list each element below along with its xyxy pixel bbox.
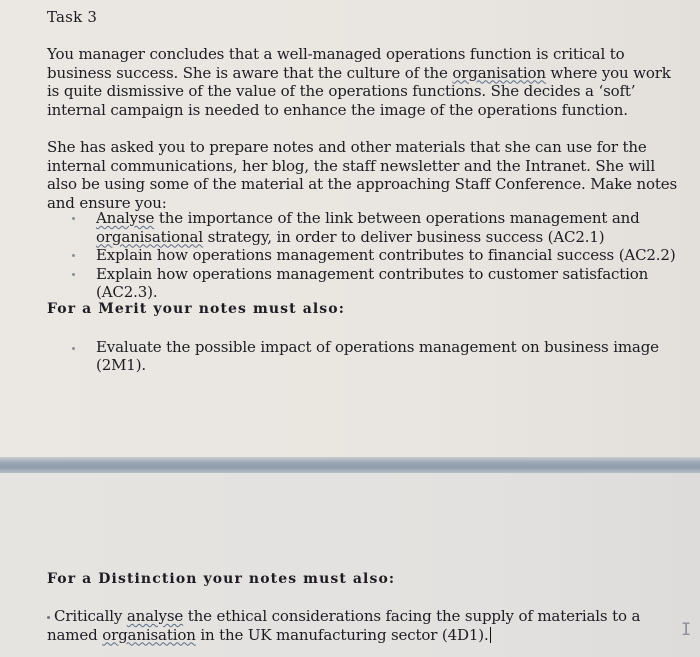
text-caret [490, 627, 492, 643]
task-instructions-paragraph: She has asked you to prepare notes and other materials that she can use for the internal communications, her blog, the staff newsletter and the Intranet. She will also be using some of the material at the approaching Staff Conference. Make notes and ensure you: [47, 138, 678, 212]
spellcheck-flagged-word: organisational [96, 227, 204, 246]
spellcheck-flagged-word: organisation [102, 625, 196, 644]
merit-criteria-item [72, 338, 700, 374]
text-run: where you work is quite dismissive of the value of the operations functions. She decides a ‘soft’ internal campaign is needed to enhance the image of the operations function. [47, 63, 671, 119]
criteria-text [96, 246, 676, 264]
criteria-text [96, 209, 640, 246]
distinction-heading: For a Distinction your notes must also: [47, 571, 396, 587]
task-intro-paragraph [47, 45, 687, 119]
text-run: You manager concludes that a well-managed operations function is critical to business success. She is aware that the culture of the [47, 45, 625, 82]
section-divider [0, 457, 700, 473]
criteria-item-ac2-1 [72, 209, 682, 246]
distinction-criteria-text[interactable] [47, 607, 647, 644]
text-run: strategy, in order to deliver business success (AC2.1) [203, 227, 605, 246]
spellcheck-flagged-word: Analyse [96, 209, 155, 227]
text-run: Explain how operations management contributes to customer satisfaction (AC2.3). [96, 264, 649, 301]
text-run: in the UK manufacturing sector (4D1). [195, 625, 489, 644]
text-run: the importance of the link between operations management and [154, 209, 640, 227]
task-title: Task 3 [47, 8, 98, 26]
merit-heading: For a Merit your notes must also: [47, 301, 345, 317]
criteria-item-ac2-3 [72, 265, 682, 302]
bullet-icon [72, 347, 75, 350]
spellcheck-flagged-word: analyse [126, 607, 184, 625]
text-run: the ethical considerations facing the supply of materials to a named [47, 607, 641, 644]
spellcheck-flagged-word: organisation [452, 63, 546, 82]
criteria-list [72, 209, 682, 302]
text-run: Critically [54, 607, 127, 625]
bullet-icon [47, 616, 50, 619]
criteria-text [96, 265, 648, 302]
bullet-icon [72, 273, 75, 276]
text-run: Explain how operations management contributes to financial success (AC2.2) [96, 246, 676, 264]
distinction-text-content[interactable] [47, 607, 640, 644]
merit-criteria-text: Evaluate the possible impact of operations management on business image (2M1). [96, 338, 659, 374]
bullet-icon [72, 254, 75, 257]
bullet-icon [72, 217, 75, 220]
criteria-item-ac2-2 [72, 246, 682, 265]
text-cursor-icon: I [681, 620, 692, 640]
